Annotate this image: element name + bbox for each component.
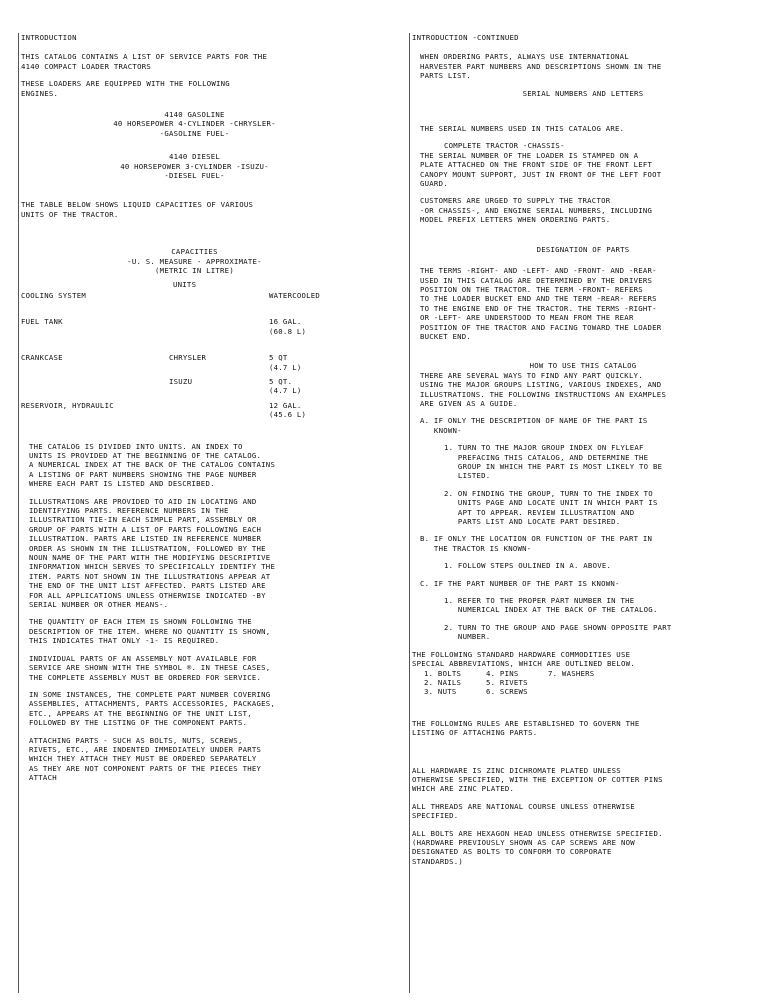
table-row: COOLING SYSTEM WATERCOOLED bbox=[21, 290, 321, 300]
step-b: B. IF ONLY THE LOCATION OR FUNCTION OF THE PART IN THE TRACTOR IS KNOWN- bbox=[420, 534, 653, 553]
table-row: RESERVOIR, HYDRAULIC 12 GAL. (45.6 L) bbox=[21, 400, 307, 420]
serial-numbers-paragraph: THE SERIAL NUMBERS USED IN THIS CATALOG ARE. bbox=[420, 124, 625, 134]
right-heading: INTRODUCTION -CONTINUED bbox=[412, 33, 519, 42]
step-a: A. IF ONLY THE DESCRIPTION OF NAME OF THE PART IS KNOWN- bbox=[420, 416, 648, 435]
threads-paragraph: ALL THREADS ARE NATIONAL COURSE UNLESS OTHERWISE SPECIFIED. bbox=[412, 801, 635, 821]
step-a1: 1. TURN TO THE MAJOR GROUP INDEX ON FLYLEAF PREFACING THIS CATALOG, AND DETERMINE THE GROUP IN WHICH THE PART IS MOST LIKELY TO BE LISTED. bbox=[444, 443, 663, 481]
quantity-paragraph: THE QUANTITY OF EACH ITEM IS SHOWN FOLLOWING THE DESCRIPTION OF THE ITEM. WHERE NO QUANTITY IS SHOWN, THIS INDICATES THAT ONLY -1- IS REQUIRED. bbox=[29, 617, 271, 646]
capacities-table bbox=[21, 280, 368, 420]
table-row: FUEL TANK 16 GAL. (60.8 L) bbox=[21, 317, 307, 336]
list-item: 6. SCREWS bbox=[486, 687, 528, 697]
left-column bbox=[18, 33, 368, 993]
step-c: C. IF THE PART NUMBER OF THE PART IS KNOWN- bbox=[420, 578, 620, 588]
list-item: 1. BOLTS bbox=[424, 668, 462, 678]
list-item: 3. NUTS bbox=[424, 687, 457, 697]
howto-paragraph: THERE ARE SEVERAL WAYS TO FIND ANY PART QUICKLY. USING THE MAJOR GROUPS LISTING, VARIOUS INDEXES, AND ILLUSTRATIONS. THE FOLLOWING INSTRUCTIONS AN EXAMPLES ARE GIVEN AS A GUIDE. bbox=[420, 370, 667, 408]
list-item: 2. NAILS bbox=[424, 677, 462, 687]
units-header: UNITS bbox=[173, 279, 197, 289]
left-heading: INTRODUCTION bbox=[21, 33, 77, 42]
step-c1: 1. REFER TO THE PROPER PART NUMBER IN THE NUMERICAL INDEX AT THE BACK OF THE CATALOG. bbox=[444, 596, 658, 615]
list-item: 4. PINS bbox=[486, 668, 519, 678]
illustrations-paragraph: ILLUSTRATIONS ARE PROVIDED TO AID IN LOCATING AND IDENTIFYING PARTS. REFERENCE NUMBERS IN THE ILLUSTRATION TIE-IN EACH SIMPLE PART, ASSEMBLY OR GROUP OF PARTS WITH A LIST OF PARTS FOLLOWING EACH ILLUSTRATION. PARTS ARE LISTED IN REFERENCE NUMBER ORDER AS SHOWN IN THE ILLUSTRATION, FOLLOWED BY THE NOUN NAME OF THE PART WITH THE MODIFYING DESCRIPTIVE INFORMATION WHICH SERVES TO SPECIFICALLY IDENTIFY THE ITEM. PARTS NOT SHOWN IN THE ILLUSTRATIONS APPEAR AT THE END OF THE UNIT LIST AFFECTED. PARTS LISTED ARE FOR ALL APPLICATIONS UNLESS OTHERWISE INDICATED -BY SERIAL NUMBER OR OTHER MEANS-. bbox=[29, 496, 276, 610]
howto-heading: HOW TO USE THIS CATALOG bbox=[529, 361, 637, 371]
list-item: 5. RIVETS bbox=[486, 677, 528, 687]
designation-paragraph: THE TERMS -RIGHT- AND -LEFT- AND -FRONT- AND -REAR- USED IN THIS CATALOG ARE DETERMINED BY THE DRIVERS POSITION ON THE TRACTOR. THE TERM -FRONT- REFERS TO THE LOADER BUCKET END AND THE TERM -REAR- REFERS TO THE ENGINE END OF THE TRACTOR. THE TERMS -RIGHT- OR -LEFT- ARE UNDERSTOOD TO MEAN FROM THE REAR POSITION OF THE TRACTOR AND FACING TOWARD THE LOADER BUCKET END. bbox=[420, 266, 662, 341]
intro-paragraph: THIS CATALOG CONTAINS A LIST OF SERVICE PARTS FOR THE 4140 COMPACT LOADER TRACTORS bbox=[21, 52, 268, 71]
list-item: 7. WASHERS bbox=[548, 668, 595, 678]
table-row: ISUZU 5 QT. (4.7 L) bbox=[169, 376, 302, 396]
list-item bbox=[548, 687, 638, 696]
engines-paragraph: THESE LOADERS ARE EQUIPPED WITH THE FOLLOWING ENGINES. bbox=[21, 79, 230, 98]
assemblies-paragraph: IN SOME INSTANCES, THE COMPLETE PART NUMBER COVERING ASSEMBLIES, ATTACHMENTS, PARTS ACCESSORIES, PACKAGES, ETC., APPEARS AT THE BEGINNING OF THE UNIT LIST, FOLLOWED BY THE LISTING OF THE COMPONENT PARTS. bbox=[29, 689, 276, 728]
right-column bbox=[409, 33, 754, 993]
hardware-paragraph: THE FOLLOWING STANDARD HARDWARE COMMODITIES USE SPECIAL ABBREVIATIONS, WHICH ARE OUTLINED BELOW. bbox=[412, 649, 635, 669]
table-row: CRANKCASE CHRYSLER 5 QT (4.7 L) bbox=[21, 353, 302, 372]
customers-paragraph: CUSTOMERS ARE URGED TO SUPPLY THE TRACTOR -OR CHASSIS-, AND ENGINE SERIAL NUMBERS, INCLUDING MODEL PREFIX LETTERS WHEN ORDERING PARTS. bbox=[420, 196, 653, 225]
designation-heading: DESIGNATION OF PARTS bbox=[536, 244, 630, 254]
capacities-paragraph: THE TABLE BELOW SHOWS LIQUID CAPACITIES OF VARIOUS UNITS OF THE TRACTOR. bbox=[21, 200, 254, 219]
serial-heading: SERIAL NUMBERS AND LETTERS bbox=[522, 88, 644, 98]
list-item bbox=[548, 678, 638, 687]
engine-diesel: 4140 DIESEL 40 HORSEPOWER 3-CYLINDER -ISUZU- -DIESEL FUEL- bbox=[120, 152, 269, 181]
bolts-paragraph: ALL BOLTS ARE HEXAGON HEAD UNLESS OTHERWISE SPECIFIED. (HARDWARE PREVIOUSLY SHOWN AS CAP SCREWS ARE NOW DESIGNATED AS BOLTS TO CONFORM TO CORPORATE STANDARDS.) bbox=[412, 828, 663, 866]
chassis-paragraph: THE SERIAL NUMBER OF THE LOADER IS STAMPED ON A PLATE ATTACHED ON THE FRONT SIDE OF THE FRONT LEFT CANOPY MOUNT SUPPORT, JUST IN FRONT OF THE LEFT FOOT GUARD. bbox=[420, 150, 662, 189]
step-b1: 1. FOLLOW STEPS OULINED IN A. ABOVE. bbox=[444, 561, 612, 571]
rules-paragraph: THE FOLLOWING RULES ARE ESTABLISHED TO GOVERN THE LISTING OF ATTACHING PARTS. bbox=[412, 718, 640, 738]
units-paragraph: THE CATALOG IS DIVIDED INTO UNITS. AN INDEX TO UNITS IS PROVIDED AT THE BEGINNING OF THE CATALOG. A NUMERICAL INDEX AT THE BACK OF THE CATALOG CONTAINS A LISTING OF PART NUMBERS SHOWING THE PAGE NUMBER WHERE EACH PART IS LISTED AND DESCRIBED. bbox=[29, 441, 276, 489]
step-a2: 2. ON FINDING THE GROUP, TURN TO THE INDEX TO UNITS PAGE AND LOCATE UNIT IN WHICH PART IS APT TO APPEAR. REVIEW ILLUSTRATION AND PARTS LIST AND LOCATE PART DESIRED. bbox=[444, 488, 658, 527]
ordering-paragraph: WHEN ORDERING PARTS, ALWAYS USE INTERNATIONAL HARVESTER PART NUMBERS AND DESCRIPTIONS SHOWN IN THE PARTS LIST. bbox=[420, 52, 662, 81]
step-c2: 2. TURN TO THE GROUP AND PAGE SHOWN OPPOSITE PART NUMBER. bbox=[444, 622, 672, 642]
individual-parts-paragraph: INDIVIDUAL PARTS OF AN ASSEMBLY NOT AVAILABLE FOR SERVICE ARE SHOWN WITH THE SYMBOL ®. IN THESE CASES, THE COMPLETE ASSEMBLY MUST BE ORDERED FOR SERVICE. bbox=[29, 653, 271, 682]
plating-paragraph: ALL HARDWARE IS ZINC DICHROMATE PLATED UNLESS OTHERWISE SPECIFIED, WITH THE EXCEPTION OF COTTER PINS WHICH ARE ZINC PLATED. bbox=[412, 765, 663, 794]
attaching-parts-paragraph: ATTACHING PARTS - SUCH AS BOLTS, NUTS, SCREWS, RIVETS, ETC., ARE INDENTED IMMEDIATELY UNDER PARTS WHICH THEY ATTACH THEY MUST BE ORDERED SEPARATELY AS THEY ARE NOT COMPONENT PARTS OF THE PIECES THEY ATTACH bbox=[29, 735, 262, 783]
hardware-list bbox=[412, 669, 754, 697]
engine-gasoline: 4140 GASOLINE 40 HORSEPOWER 4-CYLINDER -CHRYSLER- -GASOLINE FUEL- bbox=[113, 110, 276, 138]
capacities-title: CAPACITIES -U. S. MEASURE - APPROXIMATE- (METRIC IN LITRE) bbox=[127, 247, 262, 276]
chassis-title: COMPLETE TRACTOR -CHASSIS- bbox=[444, 141, 565, 151]
